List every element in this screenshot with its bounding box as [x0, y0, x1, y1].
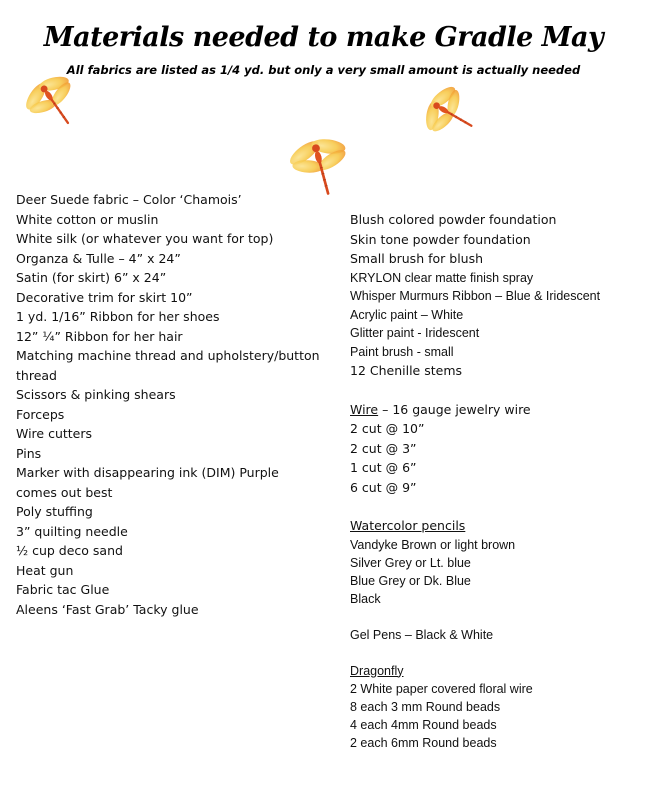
list-item: Wire cutters [16, 426, 93, 441]
dragonfly-icon [14, 72, 94, 134]
list-item: White cotton or muslin [16, 211, 159, 227]
list-item: 2 each 6mm Round beads [350, 735, 497, 750]
list-item: Black [350, 591, 381, 606]
materials-list-left [16, 190, 321, 619]
list-item: Gel Pens – Black & White [350, 627, 494, 642]
list-item: 12” ¼” Ribbon for her hair [16, 328, 183, 344]
list-item: Matching machine thread and upholstery/button thread [16, 348, 320, 383]
list-item: Skin tone powder foundation [350, 231, 531, 247]
wire-heading [350, 400, 640, 420]
list-item: 12 Chenille stems [350, 363, 463, 378]
list-item: Marker with disappearing ink (DIM) Purple comes out best [16, 465, 279, 500]
list-item: Glitter paint - Iridescent [350, 326, 480, 340]
list-item: Vandyke Brown or light brown [350, 537, 516, 552]
list-item: 4 each 4mm Round beads [350, 717, 497, 732]
list-item: 1 cut @ 6” [350, 460, 417, 475]
list-item: Scissors & pinking shears [16, 387, 176, 402]
list-item: Blue Grey or Dk. Blue [350, 573, 471, 588]
list-item: Satin (for skirt) 6” x 24” [16, 270, 167, 285]
page-subtitle: All fabrics are listed as 1/4 yd. but only a very small amount is actually needed [66, 63, 581, 77]
list-item: 2 cut @ 3” [350, 440, 417, 456]
list-item: Aleens ‘Fast Grab’ Tacky glue [16, 601, 199, 617]
watercolor-heading: Watercolor pencils [350, 518, 466, 533]
list-item: 1 yd. 1/16” Ribbon for her shoes [16, 309, 220, 324]
list-item: White silk (or whatever you want for top) [16, 231, 274, 246]
list-item: 2 cut @ 10” [350, 421, 425, 436]
list-item: Small brush for blush [350, 251, 484, 266]
list-item: Deer Suede fabric – Color ‘Chamois’ [16, 192, 242, 207]
dragonfly-heading: Dragonfly [350, 663, 404, 678]
list-item: Poly stuffing [16, 504, 93, 519]
list-item: Forceps [16, 406, 65, 422]
list-item: 6 cut @ 9” [350, 479, 417, 495]
list-item: Heat gun [16, 562, 74, 578]
list-item: Fabric tac Glue [16, 582, 110, 597]
list-item: Silver Grey or Lt. blue [350, 555, 471, 570]
list-item: Whisper Murmurs Ribbon – Blue & Iridescent [350, 289, 601, 303]
list-item: Pins [16, 445, 42, 461]
list-item: KRYLON clear matte finish spray [350, 270, 534, 285]
list-item: 2 White paper covered floral wire [350, 681, 533, 696]
wire-heading-label: Wire [350, 401, 379, 417]
list-item: 3” quilting needle [16, 523, 128, 539]
list-item: 8 each 3 mm Round beads [350, 699, 501, 714]
list-item: Blush colored powder foundation [350, 212, 557, 227]
list-item: Paint brush - small [350, 344, 454, 359]
wire-heading-detail: – 16 gauge jewelry wire [378, 401, 531, 417]
dragonfly-icon [414, 84, 488, 144]
page-title: Materials needed to make Gradle May [43, 22, 604, 53]
list-item: Decorative trim for skirt 10” [16, 289, 193, 305]
list-item: Organza & Tulle – 4” x 24” [16, 250, 181, 266]
list-item: ½ cup deco sand [16, 543, 123, 558]
list-item: Acrylic paint – White [350, 307, 464, 322]
materials-list-right [350, 210, 640, 752]
